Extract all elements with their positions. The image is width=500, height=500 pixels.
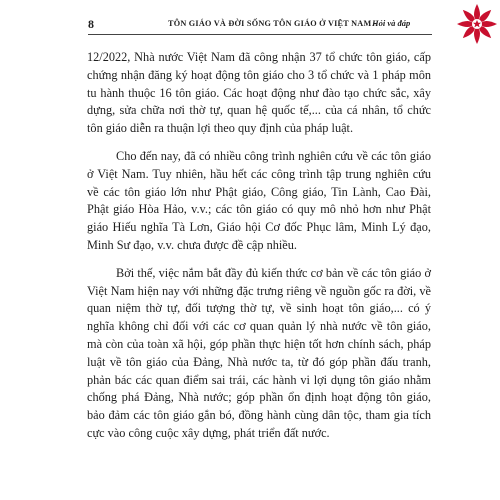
page-body-text bbox=[87, 49, 431, 443]
running-subtitle: Hỏi và đáp bbox=[372, 18, 411, 28]
header-divider bbox=[88, 34, 432, 35]
paragraph-3: Bởi thế, việc nắm bắt đầy đủ kiến thức cơ bản về các tôn giáo ở Việt Nam hiện nay với những đặc trưng riêng về nguồn gốc ra đời, về quan niệm thờ tự, đối tượng thờ tự, về sinh hoạt tôn giáo,... có ý nghĩa không chỉ đối với các cơ quan quản lý nhà nước về tôn giáo, mà còn của toàn xã hội, góp phần thực hiện tốt hơn chính sách, pháp luật về tôn giáo của Đảng, Nhà nước ta, từ đó góp phần đấu tranh, phản bác các quan điểm sai trái, các hành vi lợi dụng tôn giáo nhằm chống phá Đảng, Nhà nước; góp phần ổn định hoạt động tôn giáo, bảo đảm các tôn giáo gắn bó, đồng hành cùng dân tộc, tham gia tích cực vào công cuộc xây dựng, phát triển đất nước. bbox=[87, 265, 431, 440]
running-title: TÔN GIÁO VÀ ĐỜI SỐNG TÔN GIÁO Ở VIỆT NAM - bbox=[168, 19, 377, 28]
page-number: 8 bbox=[88, 17, 94, 31]
red-star-flower-logo-icon bbox=[456, 3, 498, 45]
page-header bbox=[0, 0, 500, 40]
paragraph-2: Cho đến nay, đã có nhiều công trình nghiên cứu về các tôn giáo ở Việt Nam. Tuy nhiên, hầu hết các công trình tập trung nghiên cứu về các tôn giáo lớn như Phật giáo, Công giáo, Tin Lành, Cao Đài, Phật giáo Hòa Hảo, v.v.; các tôn giáo có quy mô nhỏ hơn như Phật giáo Hiếu nghĩa Tà Lơn, Giáo hội Cơ đốc Phục lâm, Minh Lý đạo, Minh Sư đạo, v.v. chưa được đề cập nhiều. bbox=[87, 148, 431, 252]
paragraph-1: 12/2022, Nhà nước Việt Nam đã công nhận 37 tổ chức tôn giáo, cấp chứng nhận đăng ký hoạt động tôn giáo cho 3 tổ chức và 1 pháp môn tu hành thuộc 16 tôn giáo. Các hoạt động như đào tạo chức sắc, xây dựng, sửa chữa nơi thờ tự, quan hệ quốc tế,... của cá nhân, tổ chức tôn giáo diễn ra thuận lợi theo quy định của pháp luật. bbox=[87, 50, 431, 136]
